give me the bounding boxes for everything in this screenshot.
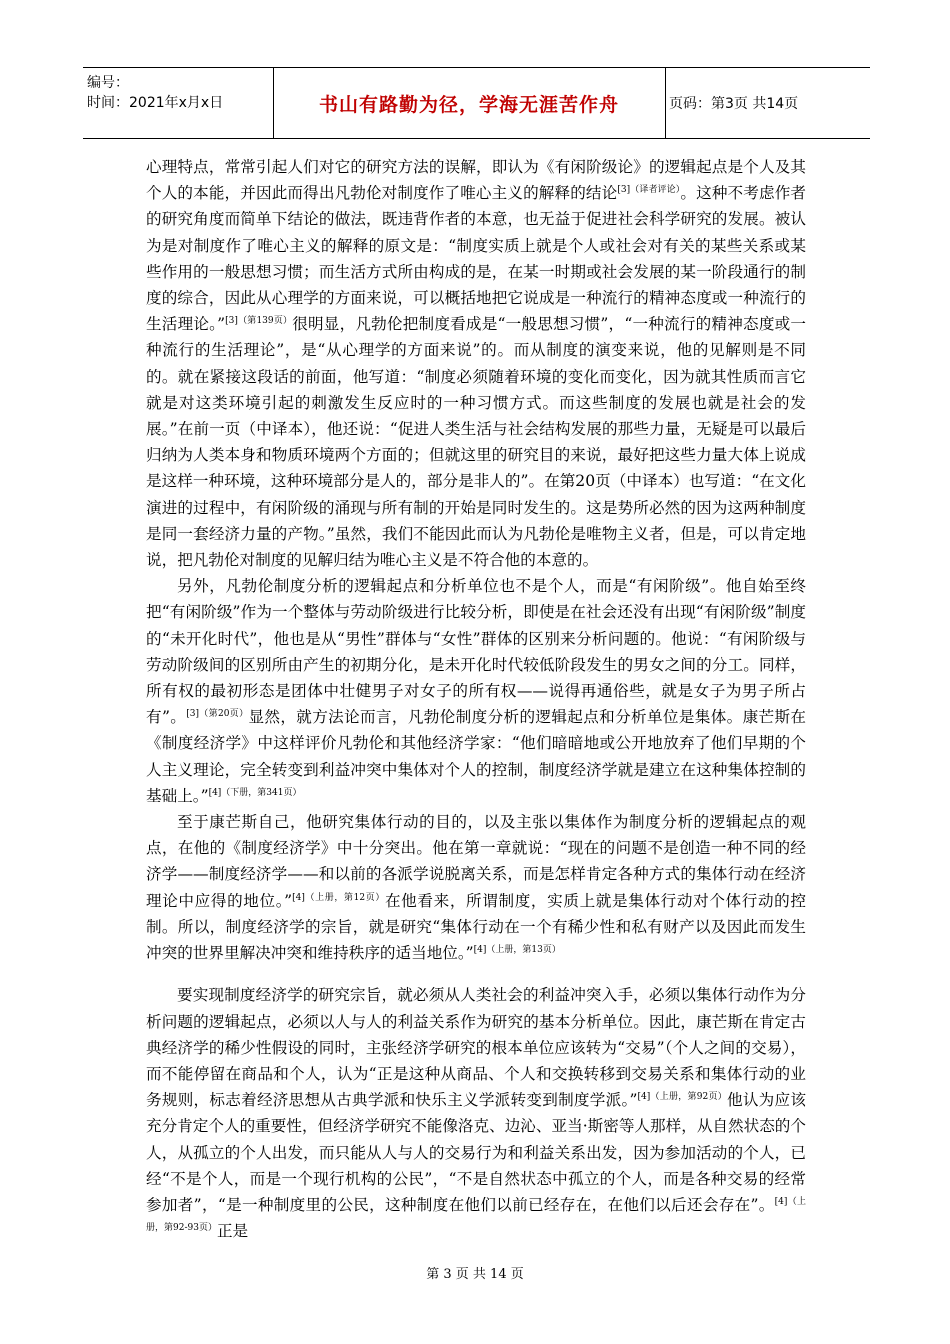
document-number-label: 编号：: [87, 75, 129, 91]
paragraph-text: 他认为应该充分肯定个人的重要性，但经济学研究不能像洛克、边沁、亚当·斯密等人那样，从自然状态的个人，从孤立的个人出发，而只能从人与人的交易行为和利益关系出发，因为参加活动的个人，已经“不是个人，而是一个现行机构的公民”，“不是自然状态中孤立的个人，而是各种交易的经常参加者”，“是一种制度里的公民，这种制度在他们以前已经存在，在他们以后还会存在”。: [146, 1091, 806, 1214]
header-page-number: 页码：第3页 共14页: [669, 96, 799, 112]
page-header: [83, 67, 870, 139]
paragraph-text: 。这种不考虑作者的研究角度而简单下结论的做法，既违背作者的本意，也无益于促进社会科学研究的发展。被认为是对制度作了唯心主义的解释的原文是：“制度实质上就是个人或社会对有关的某些关系或某些作用的一般思想习惯；而生活方式所由构成的是，在某一时期或社会发展的某一阶段通行的制度的综合，因此从心理学的方面来说，可以概括地把它说成是一种流行的精神态度或一种流行的生活理论。”: [146, 184, 806, 334]
document-time-label: 时间：2021年x月x日: [87, 95, 224, 111]
paragraph-text: 至于康芒斯自己，他研究集体行动的目的，以及主张以集体作为制度分析的逻辑起点的观点，在他的《制度经济学》中十分突出。他在第一章就说：“现在的问题不是创造一种不同的经济学——制度经济学——和以前的各派学说脱离关系，而是怎样肯定各种方式的集体行动在经济理论中应得的地位。”: [146, 813, 806, 910]
paragraph-text: 要实现制度经济学的研究宗旨，就必须从人类社会的利益冲突入手，必须以集体行动作为分析问题的逻辑起点，必须以人与人的利益关系作为研究的基本分析单位。因此，康芒斯在肯定古典经济学的稀少性假设的同时，主张经济学研究的根本单位应该转为“交易”（个人之间的交易），而不能停留在商品和个人，认为“正是这种从商品、个人和交换转移到交易关系和集体行动的业务规则，标志着经济思想从古典学派和快乐主义学派转变到制度学派。”: [146, 986, 806, 1110]
document-body: [146, 154, 806, 1244]
citation: [4]（上册，第12页）: [292, 892, 385, 903]
citation: [3]（译者评论）: [617, 185, 681, 196]
citation: [4]（上册，第92页）: [637, 1092, 727, 1103]
paragraph-text: 显然，就方法论而言，凡勃伦制度分析的逻辑起点和分析单位是集体。康芒斯在《制度经济学》中这样评价凡勃伦和其他经济学家：“他们暗暗地或公开地放弃了他们早期的个人主义理论，完全转变到利益冲突中集体对个人的控制，制度经济学就是建立在这种集体控制的基础上。”: [146, 708, 806, 805]
citation: [4]（上册，第13页）: [473, 945, 561, 956]
paragraph-text: 另外，凡勃伦制度分析的逻辑起点和分析单位也不是个人，而是“有闲阶级”。他自始至终把“有闲阶级”作为一个整体与劳动阶级进行比较分析，即使是在社会还没有出现“有闲阶级”制度的“未开化时代”，他也是从“男性”群体与“女性”群体的区别来分析问题的。他说：“有闲阶级与劳动阶级间的区别所由产生的初期分化，是未开化时代较低阶段发生的男女之间的分工。同样，所有权的最初形态是团体中壮健男子对女子的所有权——说得再通俗些，就是女子为男子所占有”。: [146, 577, 806, 727]
header-meta: [83, 68, 274, 138]
citation: [4]（下册，第341页）: [208, 787, 302, 798]
paragraph-2: [146, 573, 806, 809]
header-motto: 书山有路勤为径，学海无涯苦作舟: [273, 68, 666, 138]
paragraph-text: 很明显，凡勃伦把制度看成是“一般思想习惯”，“一种流行的精神态度或一种流行的生活理论”，是“从心理学的方面来说”的。而从制度的演变来说，他的见解则是不同的。就在紧接这段话的前面，他写道：“制度必须随着环境的变化而变化，因为就其性质而言它就是对这类环境引起的刺激发生反应时的一种习惯方式。而这些制度的发展也就是社会的发展。”在前一页（中译本），他还说：“促进人类生活与社会结构发展的那些力量，无疑是可以最后归纳为人类本身和物质环境两个方面的；但就这里的研究目的来说，最好把这些力量大体上说成是这样一种环境，这种环境部分是人的，部分是非人的”。在第20页（中译本）也写道：“在文化演进的过程中，有闲阶级的涌现与所有制的开始是同时发生的。这是势所必然的因为这两种制度是同一套经济力量的产物。”虽然，我们不能因此而认为凡勃伦是唯物主义者，但是，可以肯定地说，把凡勃伦对制度的见解归结为唯心主义是不符合他的本意的。: [146, 315, 806, 570]
page-footer: 第 3 页 共 14 页: [426, 1267, 524, 1282]
citation: [4]（上册，第92-93页）: [146, 1196, 806, 1234]
paragraph-text: 在他看来，所谓制度，实质上就是集体行动对个体行动的控制。所以，制度经济学的宗旨，就是研究“集体行动在一个有稀少性和私有财产以及因此而发生冲突的世界里解决冲突和维持秩序的适当地位。”: [146, 891, 806, 963]
citation: [3]（第20页）: [186, 709, 249, 720]
paragraph-4: [146, 982, 806, 1244]
paragraph-1: [146, 154, 806, 573]
paragraph-3: [146, 809, 806, 966]
citation: [3]（第139页）: [225, 316, 293, 327]
paragraph-text: 正是: [216, 1222, 249, 1241]
paragraph-text: 心理特点，常常引起人们对它的研究方法的误解，即认为《有闲阶级论》的逻辑起点是个人及其个人的本能，并因此而得出凡勃伦对制度作了唯心主义的解释的结论: [146, 158, 806, 203]
